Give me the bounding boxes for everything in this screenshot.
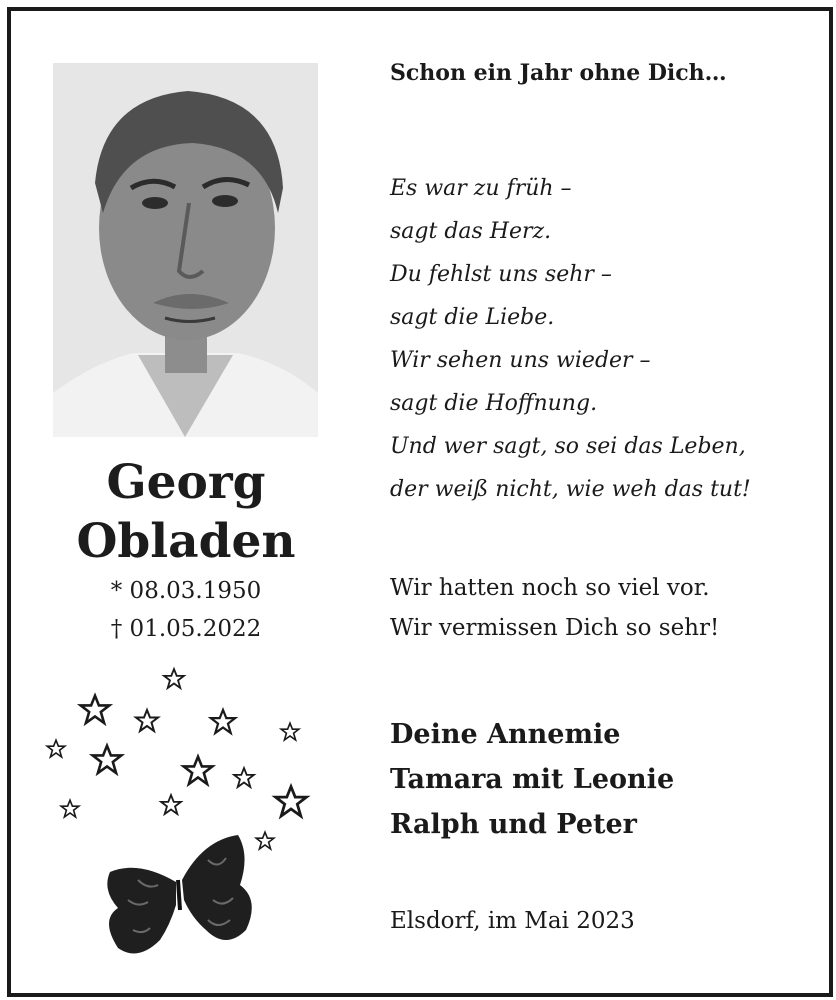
- death-date: † 01.05.2022: [110, 616, 262, 642]
- poem-line: sagt die Liebe.: [390, 305, 555, 330]
- poem-line: Du fehlst uns sehr –: [390, 262, 612, 287]
- poem-line: Wir sehen uns wieder –: [390, 348, 651, 373]
- signer-line: Deine Annemie: [390, 719, 621, 750]
- message-line: Wir hatten noch so viel vor.: [390, 575, 710, 601]
- signers: [390, 712, 674, 847]
- poem: [390, 167, 751, 511]
- headline: Schon ein Jahr ohne Dich…: [390, 60, 727, 86]
- message: [390, 568, 719, 648]
- butterfly-icon: [107, 835, 251, 953]
- message-line: Wir vermissen Dich so sehr!: [390, 615, 720, 641]
- stars-and-butterfly-illustration: [40, 660, 330, 960]
- poem-line: Und wer sagt, so sei das Leben,: [390, 434, 746, 459]
- deceased-first-name: Georg: [106, 455, 266, 510]
- signer-line: Tamara mit Leonie: [390, 764, 675, 795]
- deceased-last-name: Obladen: [76, 514, 296, 569]
- poem-line: Es war zu früh –: [390, 176, 572, 201]
- birth-date: * 08.03.1950: [110, 578, 262, 604]
- signer-line: Ralph und Peter: [390, 809, 637, 840]
- poem-line: sagt die Hoffnung.: [390, 391, 598, 416]
- place-date: Elsdorf, im Mai 2023: [390, 908, 635, 934]
- poem-line: der weiß nicht, wie weh das tut!: [390, 477, 751, 502]
- portrait-photo: [53, 63, 318, 437]
- poem-line: sagt das Herz.: [390, 219, 552, 244]
